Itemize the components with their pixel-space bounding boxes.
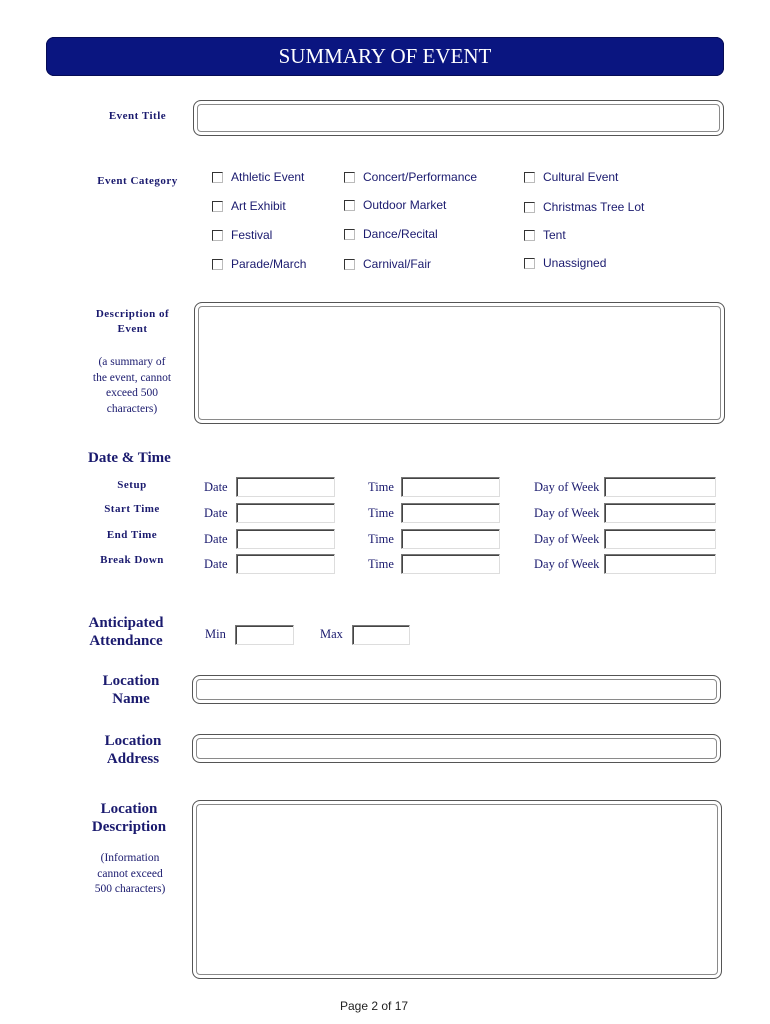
date-label: Date xyxy=(204,506,228,520)
day-of-week-label: Day of Week xyxy=(534,506,600,520)
setup-time-field[interactable] xyxy=(401,477,500,497)
checkbox-box[interactable] xyxy=(344,200,355,211)
event-title-label: Event Title xyxy=(108,110,167,122)
checkbox-box[interactable] xyxy=(344,259,355,270)
day-of-week-label: Day of Week xyxy=(534,557,600,571)
checkbox-athletic-event[interactable]: Athletic Event xyxy=(212,170,304,184)
checkbox-box[interactable] xyxy=(212,201,223,212)
page-title: SUMMARY OF EVENT xyxy=(46,37,724,76)
description-field[interactable] xyxy=(194,302,725,424)
day-of-week-label: Day of Week xyxy=(534,480,600,494)
date-label: Date xyxy=(204,480,228,494)
max-label: Max xyxy=(320,627,343,641)
time-label: Time xyxy=(368,480,394,494)
location-address-label: Location Address xyxy=(104,733,162,767)
checkbox-carnival-fair[interactable]: Carnival/Fair xyxy=(344,257,431,271)
row-label-end-time: End Time xyxy=(106,529,158,541)
checkbox-tent[interactable]: Tent xyxy=(524,228,566,242)
end-day-of-week-field[interactable] xyxy=(604,529,716,549)
location-description-note: (Information cannot exceed 500 characters) xyxy=(94,852,166,895)
checkbox-dance-recital[interactable]: Dance/Recital xyxy=(344,227,438,241)
max-attendance-field[interactable] xyxy=(352,625,410,645)
checkbox-box[interactable] xyxy=(524,258,535,269)
checkbox-box[interactable] xyxy=(524,202,535,213)
description-label: Description of Event xyxy=(95,308,170,335)
row-label-setup: Setup xyxy=(117,479,147,491)
location-name-label: Location Name xyxy=(102,673,160,707)
event-category-label: Event Category xyxy=(97,175,178,187)
breakdown-day-of-week-field[interactable] xyxy=(604,554,716,574)
location-description-label: Location Description xyxy=(91,801,167,835)
checkbox-box[interactable] xyxy=(524,172,535,183)
setup-date-field[interactable] xyxy=(236,477,335,497)
checkbox-box[interactable] xyxy=(212,230,223,241)
end-date-field[interactable] xyxy=(236,529,335,549)
checkbox-box[interactable] xyxy=(212,172,223,183)
setup-day-of-week-field[interactable] xyxy=(604,477,716,497)
checkbox-concert-performance[interactable]: Concert/Performance xyxy=(344,170,477,184)
location-name-field[interactable] xyxy=(192,675,721,704)
time-label: Time xyxy=(368,506,394,520)
checkbox-box[interactable] xyxy=(212,259,223,270)
checkbox-christmas-tree-lot[interactable]: Christmas Tree Lot xyxy=(524,200,644,214)
date-label: Date xyxy=(204,557,228,571)
attendance-label: Anticipated Attendance xyxy=(88,615,164,649)
location-description-field[interactable] xyxy=(192,800,722,979)
time-label: Time xyxy=(368,557,394,571)
description-note: (a summary of the event, cannot exceed 500 characters) xyxy=(92,356,172,415)
start-day-of-week-field[interactable] xyxy=(604,503,716,523)
start-time-field[interactable] xyxy=(401,503,500,523)
day-of-week-label: Day of Week xyxy=(534,532,600,546)
start-date-field[interactable] xyxy=(236,503,335,523)
checkbox-parade-march[interactable]: Parade/March xyxy=(212,257,306,271)
time-label: Time xyxy=(368,532,394,546)
checkbox-box[interactable] xyxy=(344,172,355,183)
checkbox-festival[interactable]: Festival xyxy=(212,228,272,242)
date-label: Date xyxy=(204,532,228,546)
event-title-field[interactable] xyxy=(193,100,724,136)
row-label-break-down: Break Down xyxy=(100,554,164,566)
location-address-field[interactable] xyxy=(192,734,721,763)
page-number: Page 2 of 17 xyxy=(340,999,409,1013)
checkbox-box[interactable] xyxy=(524,230,535,241)
checkbox-box[interactable] xyxy=(344,229,355,240)
checkbox-cultural-event[interactable]: Cultural Event xyxy=(524,170,618,184)
min-attendance-field[interactable] xyxy=(235,625,294,645)
checkbox-art-exhibit[interactable]: Art Exhibit xyxy=(212,199,286,213)
min-label: Min xyxy=(205,627,226,641)
date-time-heading: Date & Time xyxy=(88,450,171,466)
checkbox-outdoor-market[interactable]: Outdoor Market xyxy=(344,198,446,212)
breakdown-time-field[interactable] xyxy=(401,554,500,574)
checkbox-unassigned[interactable]: Unassigned xyxy=(524,256,606,270)
breakdown-date-field[interactable] xyxy=(236,554,335,574)
row-label-start-time: Start Time xyxy=(104,503,160,515)
end-time-field[interactable] xyxy=(401,529,500,549)
